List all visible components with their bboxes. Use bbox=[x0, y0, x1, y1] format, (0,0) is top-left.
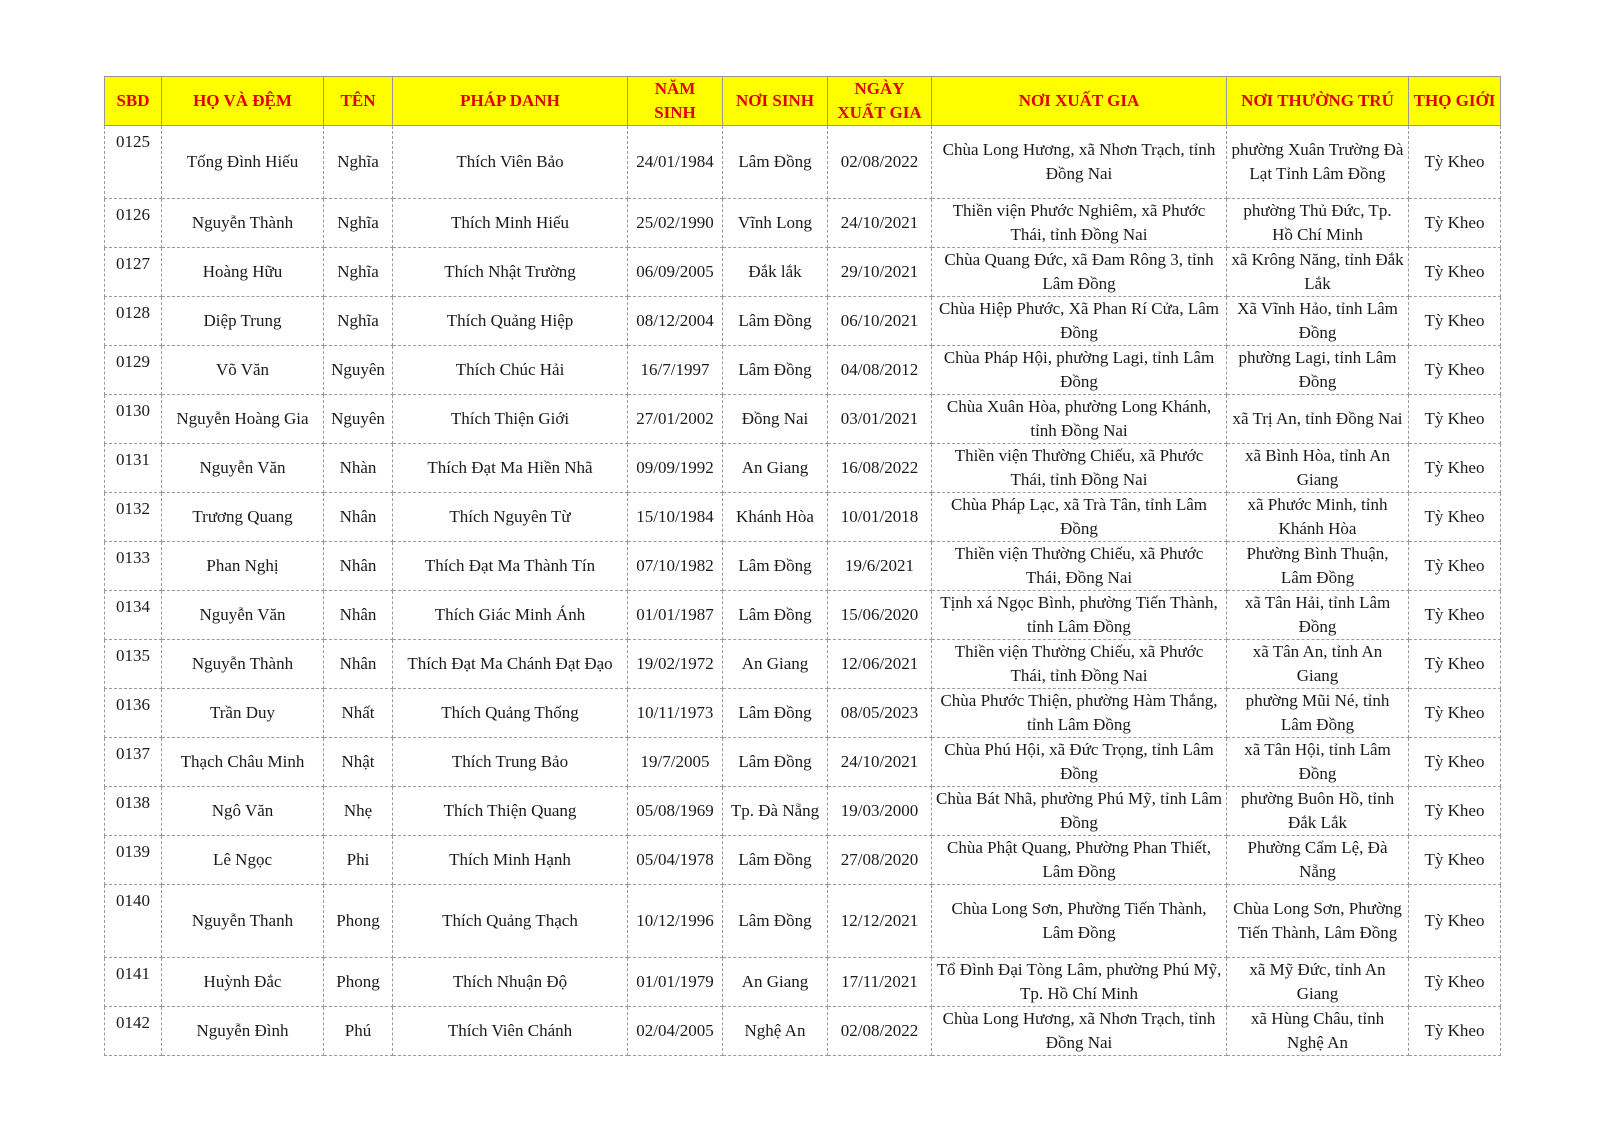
cell-noi-thuong-tru: xã Phước Minh, tỉnh Khánh Hòa bbox=[1227, 493, 1409, 542]
cell-ngay-xuat-gia: 24/10/2021 bbox=[828, 199, 932, 248]
cell-ngay-xuat-gia: 19/6/2021 bbox=[828, 542, 932, 591]
cell-noi-thuong-tru: phường Mũi Né, tỉnh Lâm Đồng bbox=[1227, 689, 1409, 738]
cell-ho-dem: Võ Văn bbox=[162, 346, 324, 395]
cell-nam-sinh: 05/08/1969 bbox=[628, 787, 723, 836]
cell-noi-sinh: Lâm Đồng bbox=[723, 689, 828, 738]
cell-noi-thuong-tru: Chùa Long Sơn, Phường Tiến Thành, Lâm Đồng bbox=[1227, 885, 1409, 958]
cell-tho-gioi: Tỳ Kheo bbox=[1409, 591, 1501, 640]
cell-phap-danh: Thích Nhật Trường bbox=[393, 248, 628, 297]
cell-ho-dem: Nguyễn Hoàng Gia bbox=[162, 395, 324, 444]
cell-ngay-xuat-gia: 06/10/2021 bbox=[828, 297, 932, 346]
cell-noi-sinh: An Giang bbox=[723, 444, 828, 493]
cell-ten: Nhẹ bbox=[324, 787, 393, 836]
cell-sbd: 0137 bbox=[105, 738, 162, 787]
cell-phap-danh: Thích Giác Minh Ánh bbox=[393, 591, 628, 640]
cell-ngay-xuat-gia: 12/12/2021 bbox=[828, 885, 932, 958]
cell-ngay-xuat-gia: 02/08/2022 bbox=[828, 126, 932, 199]
cell-sbd: 0139 bbox=[105, 836, 162, 885]
cell-nam-sinh: 19/7/2005 bbox=[628, 738, 723, 787]
cell-nam-sinh: 08/12/2004 bbox=[628, 297, 723, 346]
cell-ngay-xuat-gia: 29/10/2021 bbox=[828, 248, 932, 297]
cell-nam-sinh: 10/11/1973 bbox=[628, 689, 723, 738]
cell-sbd: 0134 bbox=[105, 591, 162, 640]
cell-ngay-xuat-gia: 15/06/2020 bbox=[828, 591, 932, 640]
cell-phap-danh: Thích Đạt Ma Chánh Đạt Đạo bbox=[393, 640, 628, 689]
cell-nam-sinh: 10/12/1996 bbox=[628, 885, 723, 958]
cell-tho-gioi: Tỳ Kheo bbox=[1409, 542, 1501, 591]
cell-noi-thuong-tru: xã Tân Hội, tỉnh Lâm Đồng bbox=[1227, 738, 1409, 787]
cell-tho-gioi: Tỳ Kheo bbox=[1409, 493, 1501, 542]
cell-ho-dem: Diệp Trung bbox=[162, 297, 324, 346]
cell-ngay-xuat-gia: 19/03/2000 bbox=[828, 787, 932, 836]
cell-ten: Nhân bbox=[324, 640, 393, 689]
cell-ho-dem: Nguyễn Thanh bbox=[162, 885, 324, 958]
cell-tho-gioi: Tỳ Kheo bbox=[1409, 1007, 1501, 1056]
cell-ten: Nguyên bbox=[324, 395, 393, 444]
cell-noi-xuat-gia: Thiền viện Thường Chiếu, xã Phước Thái, tỉnh Đồng Nai bbox=[932, 444, 1227, 493]
cell-phap-danh: Thích Nhuận Độ bbox=[393, 958, 628, 1007]
cell-ngay-xuat-gia: 12/06/2021 bbox=[828, 640, 932, 689]
table-row bbox=[105, 126, 1501, 199]
cell-noi-sinh: Lâm Đồng bbox=[723, 126, 828, 199]
cell-nam-sinh: 25/02/1990 bbox=[628, 199, 723, 248]
cell-sbd: 0131 bbox=[105, 444, 162, 493]
cell-noi-thuong-tru: xã Krông Năng, tỉnh Đắk Lắk bbox=[1227, 248, 1409, 297]
cell-noi-sinh: Lâm Đồng bbox=[723, 297, 828, 346]
cell-tho-gioi: Tỳ Kheo bbox=[1409, 297, 1501, 346]
cell-noi-xuat-gia: Chùa Phật Quang, Phường Phan Thiết, Lâm Đồng bbox=[932, 836, 1227, 885]
cell-noi-sinh: Tp. Đà Nẵng bbox=[723, 787, 828, 836]
cell-noi-xuat-gia: Chùa Phước Thiện, phường Hàm Thắng, tỉnh Lâm Đồng bbox=[932, 689, 1227, 738]
header-nam-sinh: NĂM SINH bbox=[628, 77, 723, 126]
table-row bbox=[105, 542, 1501, 591]
cell-noi-sinh: Lâm Đồng bbox=[723, 836, 828, 885]
cell-ten: Nhân bbox=[324, 542, 393, 591]
cell-noi-sinh: Đồng Nai bbox=[723, 395, 828, 444]
cell-nam-sinh: 09/09/1992 bbox=[628, 444, 723, 493]
cell-tho-gioi: Tỳ Kheo bbox=[1409, 738, 1501, 787]
table-row bbox=[105, 885, 1501, 958]
cell-phap-danh: Thích Minh Hạnh bbox=[393, 836, 628, 885]
cell-ho-dem: Hoàng Hữu bbox=[162, 248, 324, 297]
cell-sbd: 0127 bbox=[105, 248, 162, 297]
cell-noi-thuong-tru: Xã Vĩnh Hảo, tỉnh Lâm Đồng bbox=[1227, 297, 1409, 346]
cell-phap-danh: Thích Đạt Ma Thành Tín bbox=[393, 542, 628, 591]
cell-noi-xuat-gia: Chùa Long Sơn, Phường Tiến Thành, Lâm Đồng bbox=[932, 885, 1227, 958]
cell-ten: Nghĩa bbox=[324, 297, 393, 346]
header-phap-danh: PHÁP DANH bbox=[393, 77, 628, 126]
cell-tho-gioi: Tỳ Kheo bbox=[1409, 346, 1501, 395]
cell-sbd: 0142 bbox=[105, 1007, 162, 1056]
cell-tho-gioi: Tỳ Kheo bbox=[1409, 248, 1501, 297]
cell-sbd: 0133 bbox=[105, 542, 162, 591]
cell-sbd: 0129 bbox=[105, 346, 162, 395]
table-row bbox=[105, 199, 1501, 248]
cell-noi-xuat-gia: Chùa Xuân Hòa, phường Long Khánh, tỉnh Đồng Nai bbox=[932, 395, 1227, 444]
cell-noi-thuong-tru: xã Trị An, tỉnh Đồng Nai bbox=[1227, 395, 1409, 444]
cell-noi-thuong-tru: phường Buôn Hồ, tỉnh Đắk Lắk bbox=[1227, 787, 1409, 836]
cell-nam-sinh: 19/02/1972 bbox=[628, 640, 723, 689]
cell-tho-gioi: Tỳ Kheo bbox=[1409, 199, 1501, 248]
cell-noi-thuong-tru: xã Mỹ Đức, tỉnh An Giang bbox=[1227, 958, 1409, 1007]
table-row bbox=[105, 591, 1501, 640]
cell-noi-sinh: Vĩnh Long bbox=[723, 199, 828, 248]
cell-noi-xuat-gia: Chùa Hiệp Phước, Xã Phan Rí Cửa, Lâm Đồng bbox=[932, 297, 1227, 346]
cell-ngay-xuat-gia: 16/08/2022 bbox=[828, 444, 932, 493]
cell-ho-dem: Nguyễn Thành bbox=[162, 199, 324, 248]
cell-noi-sinh: Lâm Đồng bbox=[723, 591, 828, 640]
cell-ho-dem: Trương Quang bbox=[162, 493, 324, 542]
cell-sbd: 0126 bbox=[105, 199, 162, 248]
table-row bbox=[105, 1007, 1501, 1056]
cell-noi-sinh: Đắk lắk bbox=[723, 248, 828, 297]
table-row bbox=[105, 738, 1501, 787]
cell-noi-sinh: Lâm Đồng bbox=[723, 542, 828, 591]
cell-ten: Nguyên bbox=[324, 346, 393, 395]
cell-noi-xuat-gia: Tổ Đình Đại Tòng Lâm, phường Phú Mỹ, Tp. Hồ Chí Minh bbox=[932, 958, 1227, 1007]
cell-tho-gioi: Tỳ Kheo bbox=[1409, 885, 1501, 958]
header-ten: TÊN bbox=[324, 77, 393, 126]
cell-ngay-xuat-gia: 02/08/2022 bbox=[828, 1007, 932, 1056]
cell-noi-sinh: Lâm Đồng bbox=[723, 885, 828, 958]
cell-sbd: 0141 bbox=[105, 958, 162, 1007]
cell-nam-sinh: 24/01/1984 bbox=[628, 126, 723, 199]
cell-ten: Nghĩa bbox=[324, 126, 393, 199]
cell-ten: Phú bbox=[324, 1007, 393, 1056]
cell-noi-xuat-gia: Tịnh xá Ngọc Bình, phường Tiến Thành, tỉnh Lâm Đồng bbox=[932, 591, 1227, 640]
table-row bbox=[105, 493, 1501, 542]
cell-ho-dem: Tống Đình Hiếu bbox=[162, 126, 324, 199]
cell-nam-sinh: 16/7/1997 bbox=[628, 346, 723, 395]
header-ho-va-dem: HỌ VÀ ĐỆM bbox=[162, 77, 324, 126]
cell-phap-danh: Thích Viên Chánh bbox=[393, 1007, 628, 1056]
cell-noi-thuong-tru: xã Tân Hải, tỉnh Lâm Đồng bbox=[1227, 591, 1409, 640]
cell-ho-dem: Thạch Châu Minh bbox=[162, 738, 324, 787]
cell-ho-dem: Lê Ngọc bbox=[162, 836, 324, 885]
cell-ho-dem: Nguyễn Văn bbox=[162, 444, 324, 493]
cell-phap-danh: Thích Trung Bảo bbox=[393, 738, 628, 787]
cell-noi-xuat-gia: Thiền viện Thường Chiếu, xã Phước Thái, Đồng Nai bbox=[932, 542, 1227, 591]
table-row bbox=[105, 346, 1501, 395]
cell-nam-sinh: 01/01/1979 bbox=[628, 958, 723, 1007]
cell-ho-dem: Trần Duy bbox=[162, 689, 324, 738]
cell-noi-thuong-tru: xã Tân An, tỉnh An Giang bbox=[1227, 640, 1409, 689]
cell-phap-danh: Thích Thiện Quang bbox=[393, 787, 628, 836]
cell-noi-xuat-gia: Chùa Long Hương, xã Nhơn Trạch, tỉnh Đồng Nai bbox=[932, 1007, 1227, 1056]
cell-ten: Phong bbox=[324, 958, 393, 1007]
cell-ngay-xuat-gia: 24/10/2021 bbox=[828, 738, 932, 787]
cell-ho-dem: Nguyễn Đình bbox=[162, 1007, 324, 1056]
cell-ten: Nhân bbox=[324, 591, 393, 640]
cell-tho-gioi: Tỳ Kheo bbox=[1409, 958, 1501, 1007]
cell-noi-sinh: An Giang bbox=[723, 958, 828, 1007]
cell-tho-gioi: Tỳ Kheo bbox=[1409, 836, 1501, 885]
cell-nam-sinh: 02/04/2005 bbox=[628, 1007, 723, 1056]
cell-nam-sinh: 05/04/1978 bbox=[628, 836, 723, 885]
cell-sbd: 0132 bbox=[105, 493, 162, 542]
cell-phap-danh: Thích Chúc Hải bbox=[393, 346, 628, 395]
cell-nam-sinh: 15/10/1984 bbox=[628, 493, 723, 542]
table-row bbox=[105, 689, 1501, 738]
cell-tho-gioi: Tỳ Kheo bbox=[1409, 126, 1501, 199]
cell-ho-dem: Nguyễn Văn bbox=[162, 591, 324, 640]
cell-ngay-xuat-gia: 04/08/2012 bbox=[828, 346, 932, 395]
cell-noi-sinh: Khánh Hòa bbox=[723, 493, 828, 542]
cell-ten: Nhàn bbox=[324, 444, 393, 493]
cell-ten: Phong bbox=[324, 885, 393, 958]
cell-phap-danh: Thích Thiện Giới bbox=[393, 395, 628, 444]
table-row bbox=[105, 836, 1501, 885]
header-tho-gioi: THỌ GIỚI bbox=[1409, 77, 1501, 126]
cell-sbd: 0138 bbox=[105, 787, 162, 836]
table-header bbox=[105, 77, 1501, 126]
cell-nam-sinh: 01/01/1987 bbox=[628, 591, 723, 640]
cell-ten: Phi bbox=[324, 836, 393, 885]
cell-tho-gioi: Tỳ Kheo bbox=[1409, 395, 1501, 444]
cell-noi-sinh: Lâm Đồng bbox=[723, 346, 828, 395]
cell-sbd: 0128 bbox=[105, 297, 162, 346]
cell-ho-dem: Nguyễn Thành bbox=[162, 640, 324, 689]
table-row bbox=[105, 395, 1501, 444]
cell-ten: Nhật bbox=[324, 738, 393, 787]
cell-ngay-xuat-gia: 10/01/2018 bbox=[828, 493, 932, 542]
table-body bbox=[105, 126, 1501, 1056]
cell-ten: Nghĩa bbox=[324, 199, 393, 248]
cell-noi-sinh: Nghệ An bbox=[723, 1007, 828, 1056]
table-row bbox=[105, 958, 1501, 1007]
table-row bbox=[105, 787, 1501, 836]
cell-noi-sinh: Lâm Đồng bbox=[723, 738, 828, 787]
cell-phap-danh: Thích Minh Hiếu bbox=[393, 199, 628, 248]
cell-noi-sinh: An Giang bbox=[723, 640, 828, 689]
header-noi-sinh: NƠI SINH bbox=[723, 77, 828, 126]
cell-noi-xuat-gia: Chùa Bát Nhã, phường Phú Mỹ, tỉnh Lâm Đồng bbox=[932, 787, 1227, 836]
cell-phap-danh: Thích Viên Bảo bbox=[393, 126, 628, 199]
cell-sbd: 0130 bbox=[105, 395, 162, 444]
cell-phap-danh: Thích Quảng Hiệp bbox=[393, 297, 628, 346]
cell-tho-gioi: Tỳ Kheo bbox=[1409, 689, 1501, 738]
cell-noi-thuong-tru: Phường Cẩm Lệ, Đà Nẵng bbox=[1227, 836, 1409, 885]
cell-ngay-xuat-gia: 03/01/2021 bbox=[828, 395, 932, 444]
cell-tho-gioi: Tỳ Kheo bbox=[1409, 787, 1501, 836]
cell-noi-thuong-tru: Phường Bình Thuận, Lâm Đồng bbox=[1227, 542, 1409, 591]
cell-ngay-xuat-gia: 17/11/2021 bbox=[828, 958, 932, 1007]
cell-nam-sinh: 06/09/2005 bbox=[628, 248, 723, 297]
cell-noi-xuat-gia: Chùa Pháp Lạc, xã Trà Tân, tỉnh Lâm Đồng bbox=[932, 493, 1227, 542]
cell-ho-dem: Ngô Văn bbox=[162, 787, 324, 836]
cell-phap-danh: Thích Quảng Thống bbox=[393, 689, 628, 738]
table-row bbox=[105, 248, 1501, 297]
cell-nam-sinh: 27/01/2002 bbox=[628, 395, 723, 444]
cell-ten: Nghĩa bbox=[324, 248, 393, 297]
cell-sbd: 0136 bbox=[105, 689, 162, 738]
cell-sbd: 0140 bbox=[105, 885, 162, 958]
header-row bbox=[105, 77, 1501, 126]
table-row bbox=[105, 640, 1501, 689]
cell-phap-danh: Thích Quảng Thạch bbox=[393, 885, 628, 958]
cell-noi-xuat-gia: Chùa Long Hương, xã Nhơn Trạch, tỉnh Đồng Nai bbox=[932, 126, 1227, 199]
document-sheet bbox=[104, 76, 1500, 1056]
cell-noi-thuong-tru: xã Bình Hòa, tỉnh An Giang bbox=[1227, 444, 1409, 493]
cell-noi-thuong-tru: xã Hùng Châu, tỉnh Nghệ An bbox=[1227, 1007, 1409, 1056]
cell-noi-xuat-gia: Chùa Phú Hội, xã Đức Trọng, tỉnh Lâm Đồng bbox=[932, 738, 1227, 787]
cell-tho-gioi: Tỳ Kheo bbox=[1409, 640, 1501, 689]
cell-phap-danh: Thích Nguyên Từ bbox=[393, 493, 628, 542]
cell-noi-thuong-tru: phường Xuân Trường Đà Lạt Tỉnh Lâm Đồng bbox=[1227, 126, 1409, 199]
cell-sbd: 0125 bbox=[105, 126, 162, 199]
cell-noi-xuat-gia: Chùa Pháp Hội, phường Lagi, tỉnh Lâm Đồng bbox=[932, 346, 1227, 395]
cell-noi-xuat-gia: Thiền viện Phước Nghiêm, xã Phước Thái, tỉnh Đồng Nai bbox=[932, 199, 1227, 248]
header-sbd: SBD bbox=[105, 77, 162, 126]
cell-nam-sinh: 07/10/1982 bbox=[628, 542, 723, 591]
header-noi-xuat-gia: NƠI XUẤT GIA bbox=[932, 77, 1227, 126]
cell-noi-xuat-gia: Thiền viện Thường Chiếu, xã Phước Thái, tỉnh Đồng Nai bbox=[932, 640, 1227, 689]
table-row bbox=[105, 444, 1501, 493]
cell-noi-thuong-tru: phường Lagi, tỉnh Lâm Đồng bbox=[1227, 346, 1409, 395]
cell-ten: Nhân bbox=[324, 493, 393, 542]
cell-ten: Nhất bbox=[324, 689, 393, 738]
cell-tho-gioi: Tỳ Kheo bbox=[1409, 444, 1501, 493]
header-ngay-xuat-gia: NGÀY XUẤT GIA bbox=[828, 77, 932, 126]
cell-ho-dem: Phan Nghị bbox=[162, 542, 324, 591]
cell-noi-thuong-tru: phường Thủ Đức, Tp. Hồ Chí Minh bbox=[1227, 199, 1409, 248]
cell-ngay-xuat-gia: 08/05/2023 bbox=[828, 689, 932, 738]
header-noi-thuong-tru: NƠI THƯỜNG TRÚ bbox=[1227, 77, 1409, 126]
cell-phap-danh: Thích Đạt Ma Hiền Nhã bbox=[393, 444, 628, 493]
table-row bbox=[105, 297, 1501, 346]
cell-noi-xuat-gia: Chùa Quang Đức, xã Đam Rông 3, tỉnh Lâm Đồng bbox=[932, 248, 1227, 297]
candidate-table bbox=[104, 76, 1501, 1056]
cell-sbd: 0135 bbox=[105, 640, 162, 689]
cell-ho-dem: Huỳnh Đắc bbox=[162, 958, 324, 1007]
cell-ngay-xuat-gia: 27/08/2020 bbox=[828, 836, 932, 885]
